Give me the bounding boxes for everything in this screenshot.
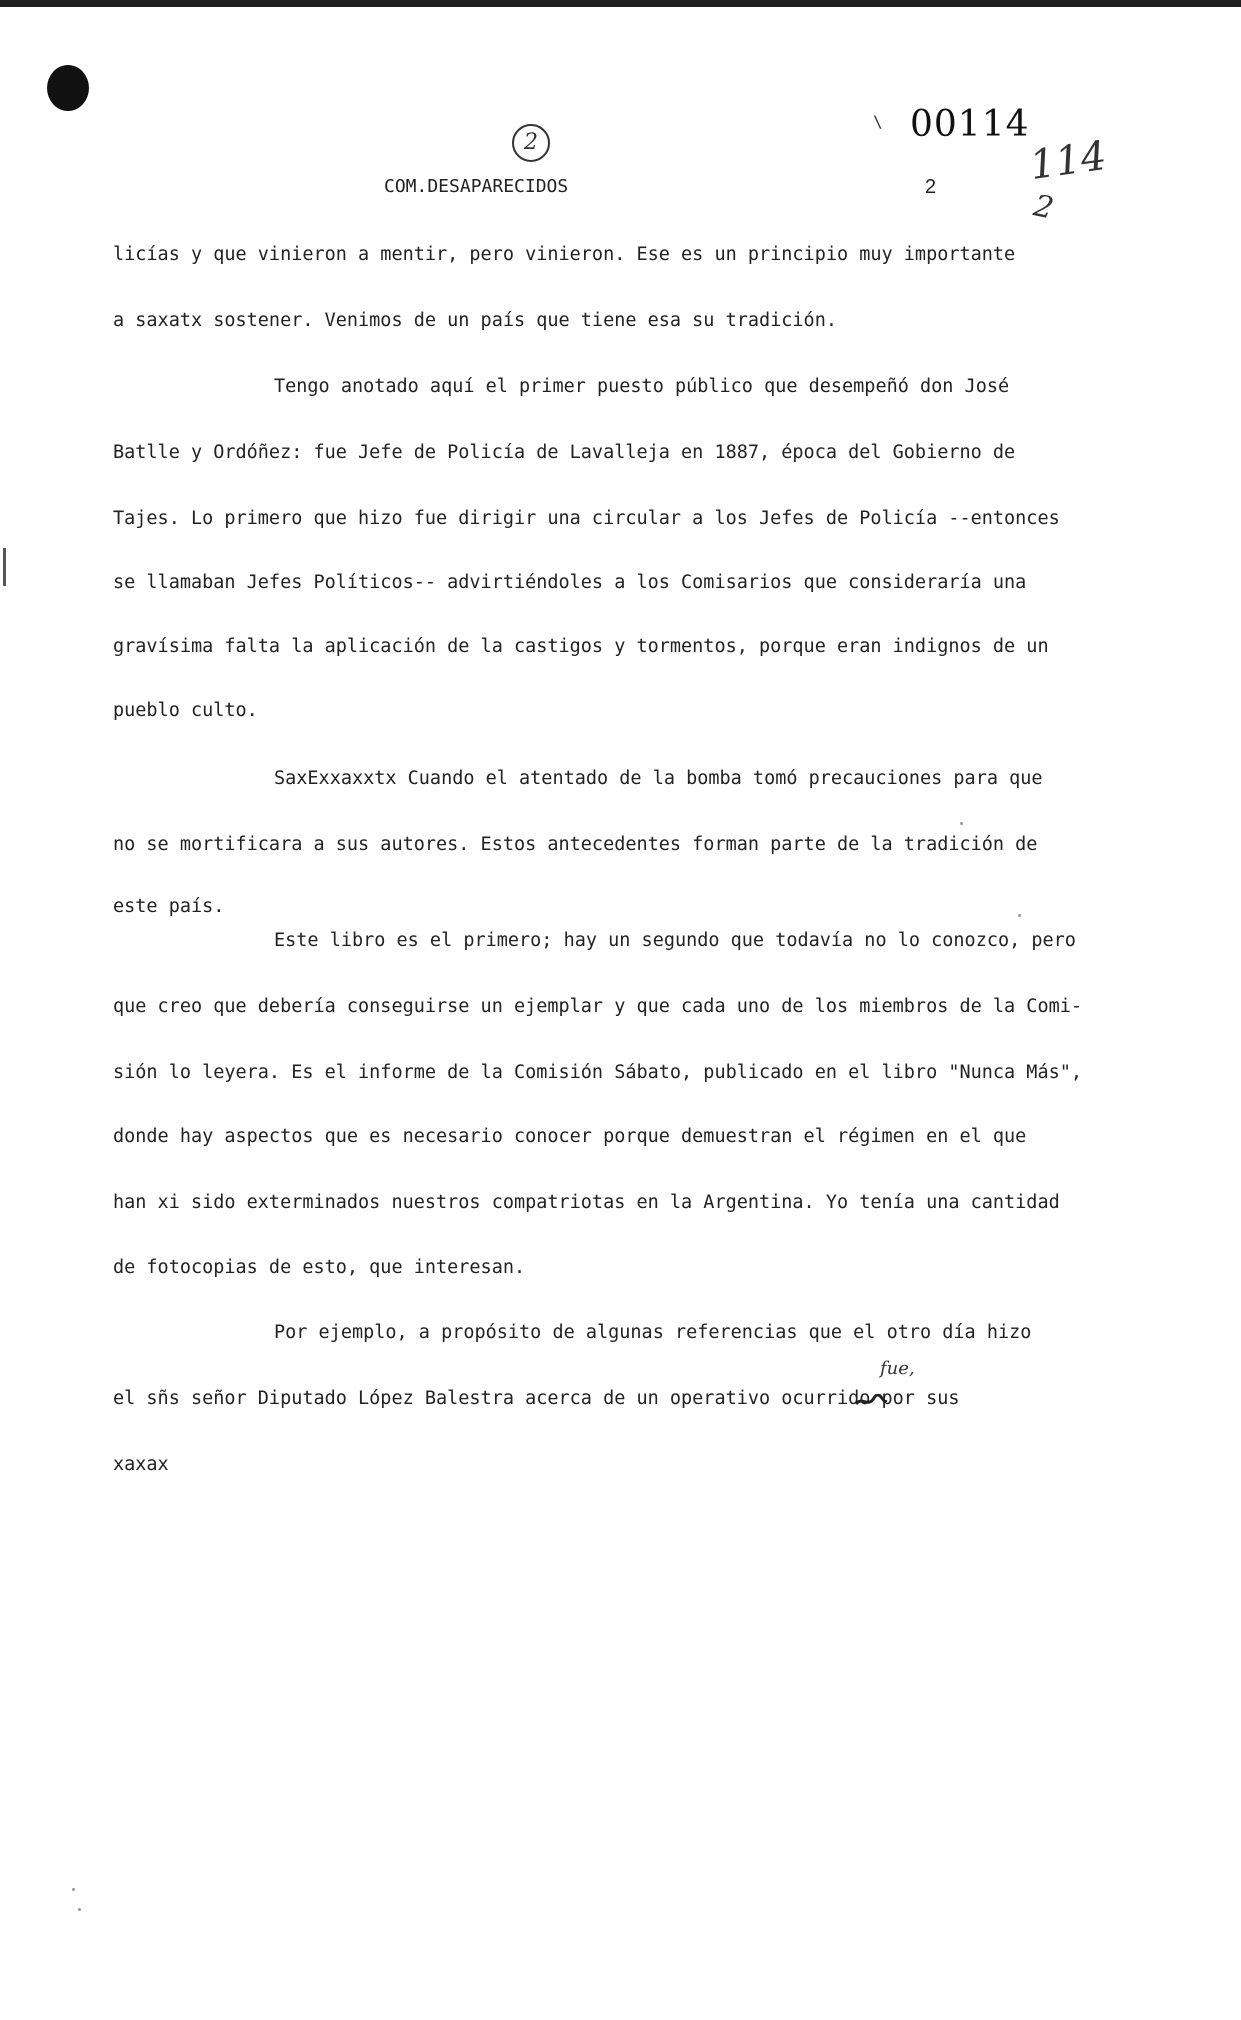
punch-hole-mark [47, 65, 89, 111]
body-line-13: que creo que debería conseguirse un ejemplar y que cada uno de los miembros de la Comi- [113, 996, 1083, 1017]
body-line-19: el sñs señor Diputado López Balestra acerca de un operativo ocurrido por sus [113, 1388, 960, 1409]
left-margin-mark [3, 548, 6, 586]
body-line-8: pueblo culto. [113, 700, 258, 721]
document-number-stamp: 00114 [910, 104, 1030, 145]
scan-speck [1018, 914, 1021, 917]
body-line-12: Este libro es el primero; hay un segundo que todavía no lo conozco, pero [274, 930, 1076, 951]
body-line-15: donde hay aspectos que es necesario conocer porque demuestran el régimen en el que [113, 1126, 1027, 1147]
body-line-11: este país. [113, 896, 225, 917]
body-line-2: a saxatx sostener. Venimos de un país que tiene esa su tradición. [113, 310, 837, 331]
top-scan-border [0, 0, 1241, 7]
body-line-7: gravísima falta la aplicación de la castigos y tormentos, porque eran indignos de un [113, 636, 1049, 657]
body-line-17: de fotocopias de esto, que interesan. [113, 1257, 526, 1278]
handwritten-folio-number: 114 [1027, 132, 1110, 190]
handwritten-note: fue, [880, 1358, 915, 1379]
handwritten-folio-number-2: 2 [1030, 188, 1057, 227]
body-line-18: Por ejemplo, a propósito de algunas referencias que el otro día hizo [274, 1322, 1032, 1343]
header-title: COM.DESAPARECIDOS [384, 176, 569, 197]
body-line-14: sión lo leyera. Es el informe de la Comisión Sábato, publicado en el libro "Nunca Más", [113, 1062, 1083, 1083]
circled-page-number: 2 [512, 124, 550, 162]
body-line-1: licías y que vinieron a mentir, pero vinieron. Ese es un principio muy importante [113, 244, 1016, 265]
scan-speck [72, 1888, 75, 1891]
body-line-5: Tajes. Lo primero que hizo fue dirigir una circular a los Jefes de Policía --entonces [113, 508, 1060, 529]
body-line-6: se llamaban Jefes Políticos-- advirtiéndoles a los Comisarios que consideraría una [113, 572, 1027, 593]
page-number: 2 [925, 176, 937, 198]
body-line-4: Batlle y Ordóñez: fue Jefe de Policía de Lavalleja en 1887, época del Gobierno de [113, 442, 1016, 463]
body-line-20: xaxax [113, 1454, 169, 1475]
body-line-10: no se mortificara a sus autores. Estos antecedentes forman parte de la tradición de [113, 834, 1038, 855]
scan-speck [960, 822, 963, 825]
body-line-9: SaxExxaxxtx Cuando el atentado de la bomba tomó precauciones para que [274, 768, 1043, 789]
ink-scribble [854, 1394, 888, 1408]
tick-mark: \ [873, 112, 883, 131]
scan-speck [78, 1908, 81, 1911]
body-line-16: han xi sido exterminados nuestros compatriotas en la Argentina. Yo tenía una cantidad [113, 1192, 1060, 1213]
body-line-3: Tengo anotado aquí el primer puesto público que desempeñó don José [274, 376, 1010, 397]
